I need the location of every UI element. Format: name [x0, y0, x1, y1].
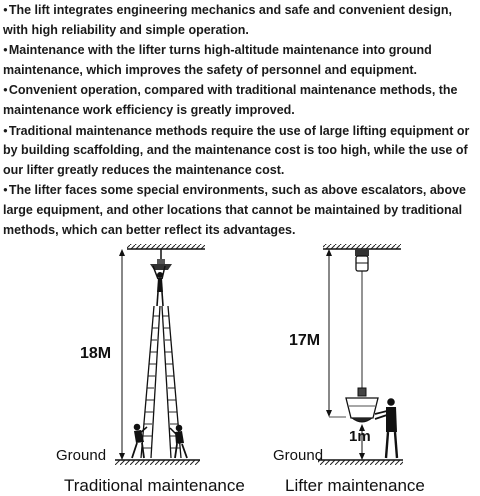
bullet-text: ● The lifter faces some special environments, such as above escalators, above large equipment, and other locations that cannot be maintained by traditional methods, which can better reflect its advantages. — [3, 183, 466, 236]
traditional-caption: Traditional maintenance — [64, 476, 245, 495]
lifter-lower-label: 1m — [349, 428, 371, 445]
worker-on-ladder-icon — [153, 266, 165, 306]
bullet-text: ● Convenient operation, compared with traditional maintenance methods, the maintenance work efficiency is greatly improved. — [3, 83, 458, 117]
traditional-diagram — [115, 244, 205, 465]
bullet-text: ● Maintenance with the lifter turns high-altitude maintenance into ground maintenance, which improves the safety of personnel and equipment. — [3, 43, 432, 77]
height-dimension-arrow — [326, 249, 346, 417]
lifter-ground-label: Ground — [273, 447, 324, 464]
floor-hatch — [115, 460, 200, 465]
tall-ladder-icon — [141, 306, 181, 458]
ceiling-hatch — [323, 244, 401, 249]
traditional-height-label: 18M — [80, 345, 112, 362]
lifter-caption: Lifter maintenance — [285, 476, 425, 495]
lowered-lamp-icon — [346, 388, 378, 422]
helper-worker-right-icon — [170, 425, 187, 458]
ceiling-lifter-unit-icon — [355, 249, 369, 271]
lifter-height-label: 17M — [289, 332, 321, 349]
traditional-ground-label: Ground — [56, 447, 107, 464]
helper-worker-left-icon — [132, 424, 147, 458]
floor-hatch — [318, 460, 403, 465]
ceiling-hatch — [127, 244, 205, 249]
height-dimension-arrow — [119, 249, 125, 460]
bullet-text: ● Traditional maintenance methods require the use of large lifting equipment or by building scaffolding, and the maintenance cost is too high, while the use of our lifter greatly reduces the maintenance cost. — [3, 124, 469, 177]
standing-worker-icon — [375, 398, 397, 458]
bullet-text: ● The lift integrates engineering mechanics and safe and convenient design, with high reliability and simple operation. — [3, 3, 452, 37]
